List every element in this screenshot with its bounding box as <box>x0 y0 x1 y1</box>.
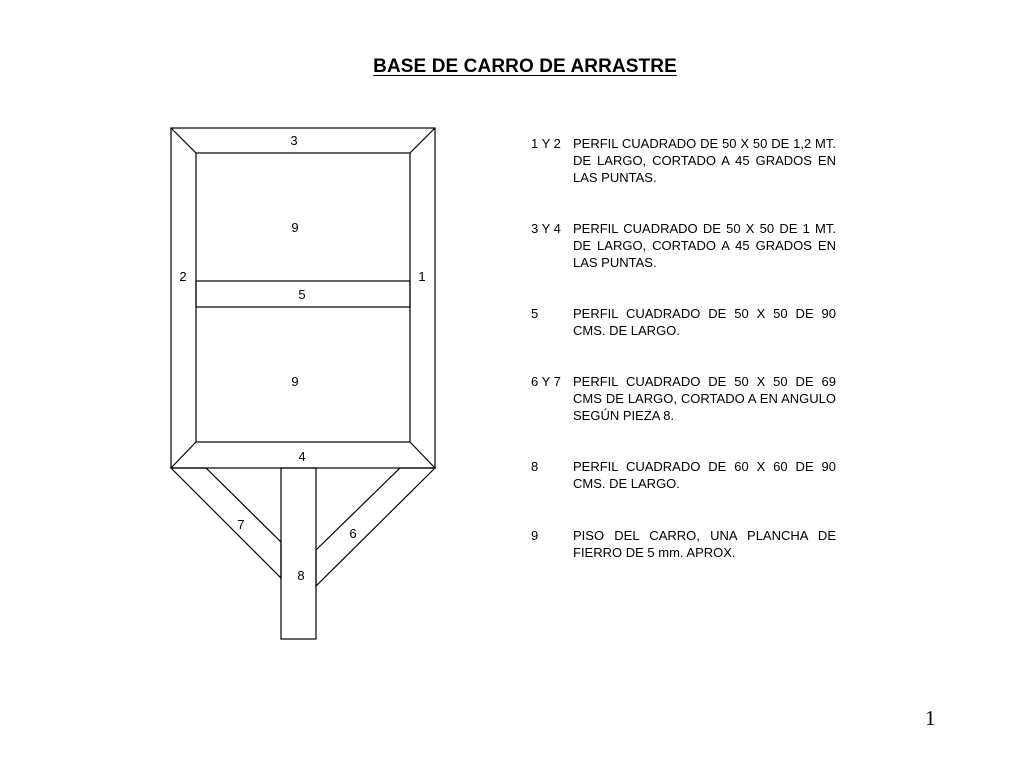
legend-description: PERFIL CUADRADO DE 50 X 50 DE 1 MT. DE LARGO, CORTADO A 45 GRADOS EN LAS PUNTAS. <box>573 221 836 270</box>
legend-key: 8 <box>531 459 539 474</box>
label-right-brace: 6 <box>349 526 357 541</box>
legend-description: PERFIL CUADRADO DE 60 X 60 DE 90 CMS. DE LARGO. <box>573 459 836 491</box>
legend-key: 5 <box>531 306 539 321</box>
page-number: 1 <box>925 706 936 730</box>
legend-key: 3 Y 4 <box>531 221 561 236</box>
miter-top-right <box>410 128 435 153</box>
legend-description: PERFIL CUADRADO DE 50 X 50 DE 69 CMS DE LARGO, CORTADO A EN ANGULO SEGÚN PIEZA 8. <box>573 374 836 423</box>
label-right-bar: 1 <box>418 269 426 284</box>
label-cross-bar: 5 <box>298 287 306 302</box>
legend-description: PISO DEL CARRO, UNA PLANCHA DE FIERRO DE 5 mm. APROX. <box>573 528 836 560</box>
page-title: BASE DE CARRO DE ARRASTRE <box>373 56 677 77</box>
legend-description: PERFIL CUADRADO DE 50 X 50 DE 1,2 MT. DE LARGO, CORTADO A 45 GRADOS EN LAS PUNTAS. <box>573 136 836 185</box>
label-left-bar: 2 <box>179 269 187 284</box>
miter-bottom-left <box>171 442 196 468</box>
legend-description: PERFIL CUADRADO DE 50 X 50 DE 90 CMS. DE LARGO. <box>573 306 836 338</box>
label-lower-floor: 9 <box>291 374 299 389</box>
left-brace <box>171 468 281 578</box>
label-upper-floor: 9 <box>291 220 299 235</box>
legend-key: 1 Y 2 <box>531 136 561 151</box>
miter-top-left <box>171 128 196 153</box>
label-left-brace: 7 <box>237 517 245 532</box>
legend-key: 6 Y 7 <box>531 374 561 389</box>
label-bottom-bar: 4 <box>298 449 306 464</box>
label-top-bar: 3 <box>290 133 298 148</box>
legend-key: 9 <box>531 528 539 543</box>
miter-bottom-right <box>410 442 435 468</box>
right-brace <box>316 468 435 586</box>
tongue-bar <box>281 468 316 639</box>
label-tongue: 8 <box>297 568 305 583</box>
